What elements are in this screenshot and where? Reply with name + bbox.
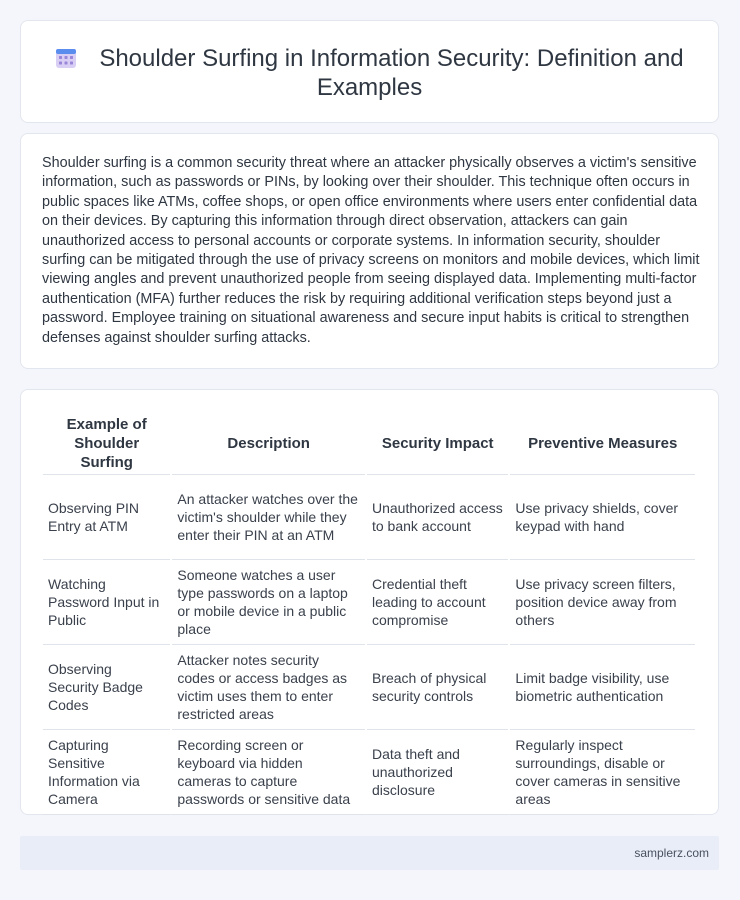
- table-row: [43, 560, 695, 645]
- calendar-grid-icon: [55, 47, 77, 69]
- header-preventive-measures: Preventive Measures: [510, 413, 695, 475]
- footer-bar: [20, 836, 719, 870]
- cell-prevention: Use privacy shields, cover keypad with hand: [510, 475, 695, 560]
- cell-example: Observing PIN Entry at ATM: [43, 475, 170, 560]
- table-card: [20, 389, 719, 815]
- cell-impact: Breach of physical security controls: [367, 645, 508, 730]
- cell-prevention: Regularly inspect surroundings, disable or cover cameras in sensitive areas: [510, 730, 695, 815]
- title-card: [20, 20, 719, 123]
- cell-description: Someone watches a user type passwords on a laptop or mobile device in a public place: [172, 560, 365, 645]
- intro-card: [20, 133, 719, 369]
- cell-impact: Credential theft leading to account compromise: [367, 560, 508, 645]
- table-header-row: [43, 413, 695, 475]
- cell-impact: Data theft and unauthorized disclosure: [367, 730, 508, 815]
- table-row: [43, 475, 695, 560]
- footer-site-link[interactable]: samplerz.com: [634, 846, 709, 860]
- header-security-impact: Security Impact: [367, 413, 508, 475]
- page-title-wrap: [21, 44, 718, 102]
- intro-paragraph: Shoulder surfing is a common security threat where an attacker physically observes a victim's sensitive information, such as passwords or PINs, by looking over their shoulder. This technique often occurs in public spaces like ATMs, coffee shops, or open office environments where users enter confidential data on their devices. By capturing this information through direct observation, attackers can gain unauthorized access to personal accounts or corporate systems. In information security, shoulder surfing can be mitigated through the use of privacy screens on monitors and mobile devices, which limit viewing angles and prevent unauthorized people from seeing displayed data. Implementing multi-factor authentication (MFA) further reduces the risk by requiring additional verification steps beyond just a password. Employee training on situational awareness and secure input habits is critical to strengthen defenses against shoulder surfing attacks.: [42, 155, 700, 346]
- header-example: Example of Shoulder Surfing: [43, 413, 170, 475]
- cell-description: An attacker watches over the victim's shoulder while they enter their PIN at an ATM: [172, 475, 365, 560]
- cell-description: Attacker notes security codes or access badges as victim uses them to enter restricted areas: [172, 645, 365, 730]
- cell-example: Capturing Sensitive Information via Camera: [43, 730, 170, 815]
- cell-prevention: Limit badge visibility, use biometric authentication: [510, 645, 695, 730]
- cell-example: Observing Security Badge Codes: [43, 645, 170, 730]
- table-row: [43, 645, 695, 730]
- table-row: [43, 730, 695, 815]
- examples-table: [41, 413, 697, 815]
- cell-example: Watching Password Input in Public: [43, 560, 170, 645]
- header-description: Description: [172, 413, 365, 475]
- cell-prevention: Use privacy screen filters, position device away from others: [510, 560, 695, 645]
- page-title: Shoulder Surfing in Information Security: Definition and Examples: [99, 45, 684, 101]
- cell-impact: Unauthorized access to bank account: [367, 475, 508, 560]
- cell-description: Recording screen or keyboard via hidden cameras to capture passwords or sensitive data: [172, 730, 365, 815]
